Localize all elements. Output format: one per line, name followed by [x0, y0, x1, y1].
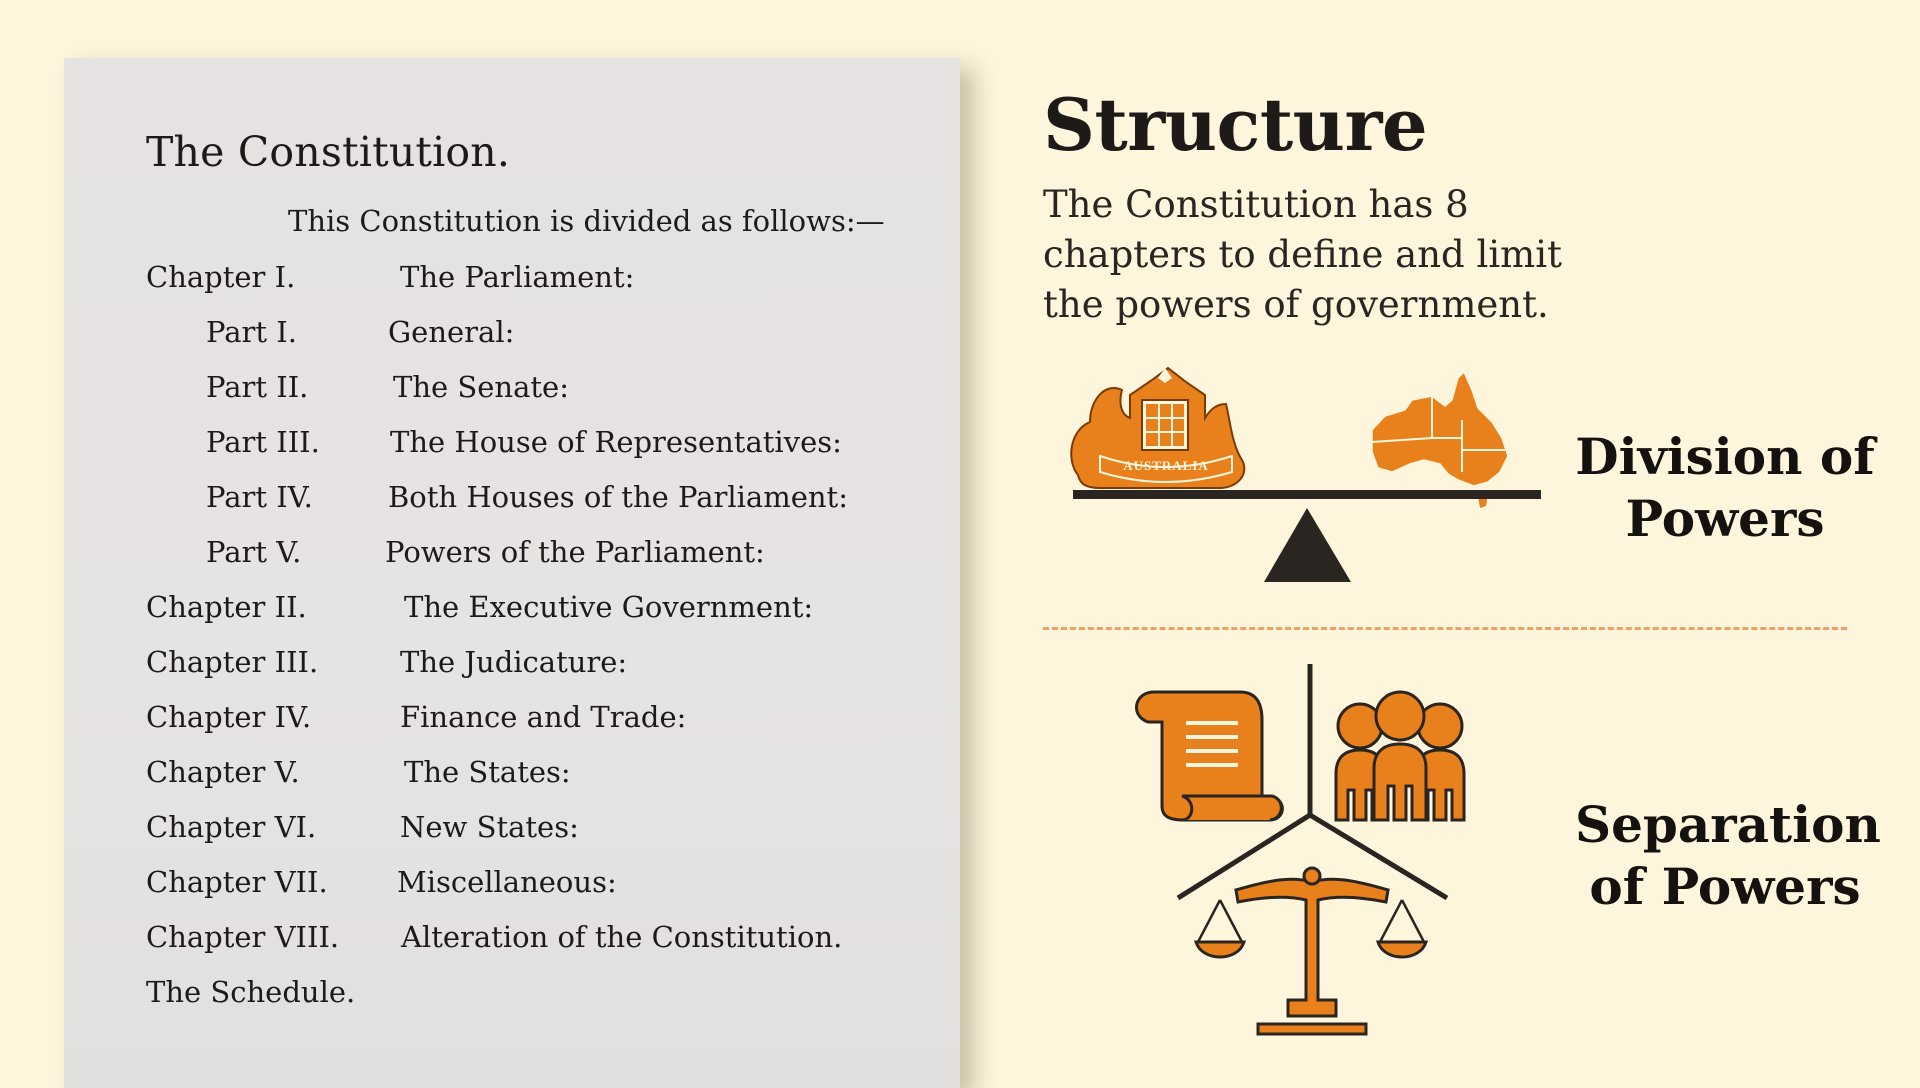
- toc-row: [64, 315, 944, 355]
- toc-heading: General:: [388, 315, 515, 349]
- document-title: The Constitution.: [146, 128, 511, 176]
- section-divider: [1043, 627, 1847, 630]
- toc-heading: The Executive Government:: [404, 590, 814, 624]
- toc-number: Part IV.: [206, 480, 313, 514]
- division-of-powers-illustration: [1060, 360, 1560, 585]
- toc-number: Part II.: [206, 370, 309, 404]
- crest-label: AUSTRALIA: [1123, 458, 1209, 473]
- toc-heading: The States:: [404, 755, 571, 789]
- toc-row: [64, 810, 944, 850]
- toc-number: Chapter VI.: [146, 810, 317, 844]
- toc-number: Part I.: [206, 315, 297, 349]
- toc-heading: Miscellaneous:: [397, 865, 617, 899]
- justice-scales-icon: [1196, 868, 1426, 1034]
- toc-number: Part V.: [206, 535, 302, 569]
- toc-number: Part III.: [206, 425, 320, 459]
- toc-heading: Powers of the Parliament:: [385, 535, 765, 569]
- toc-heading: Alteration of the Constitution.: [401, 920, 843, 954]
- division-of-powers-label: [1575, 426, 1875, 550]
- separation-of-powers-label: [1575, 794, 1881, 918]
- toc-heading: The House of Representatives:: [390, 425, 842, 459]
- toc-row: [64, 480, 944, 520]
- toc-heading: Both Houses of the Parliament:: [388, 480, 848, 514]
- separation-label-line1: Separation: [1575, 795, 1881, 854]
- australia-map-icon: [1372, 372, 1508, 508]
- toc-row: [64, 260, 944, 300]
- division-label-line2: Powers: [1625, 489, 1825, 548]
- document-intro: This Constitution is divided as follows:—: [288, 204, 885, 238]
- toc-row: [64, 700, 944, 740]
- toc-heading: The Judicature:: [400, 645, 628, 679]
- scroll-icon: [1137, 692, 1283, 820]
- toc-number: Chapter I.: [146, 260, 296, 294]
- toc-number: Chapter VIII.: [146, 920, 340, 954]
- structure-description: The Constitution has 8 chapters to define and limit the powers of government.: [1043, 183, 1562, 326]
- toc-row: [64, 755, 944, 795]
- structure-heading: Structure: [1043, 82, 1428, 167]
- toc-row: [64, 590, 944, 630]
- constitution-document: [64, 58, 960, 1088]
- toc-row: [64, 975, 944, 1015]
- toc-row: [64, 865, 944, 905]
- balance-beam-icon: [1073, 490, 1541, 499]
- toc-row: [64, 920, 944, 960]
- toc-number: Chapter V.: [146, 755, 300, 789]
- toc-heading: The Parliament:: [400, 260, 635, 294]
- toc-number: Chapter IV.: [146, 700, 312, 734]
- toc-row: [64, 645, 944, 685]
- toc-row: [64, 370, 944, 410]
- toc-number: Chapter III.: [146, 645, 319, 679]
- people-group-icon: [1336, 692, 1464, 820]
- toc-number: The Schedule.: [146, 975, 356, 1009]
- separation-label-line2: of Powers: [1589, 857, 1861, 916]
- coat-of-arms-icon: [1071, 368, 1244, 488]
- separation-of-powers-illustration: [1120, 660, 1520, 1040]
- toc-heading: Finance and Trade:: [400, 700, 687, 734]
- toc-row: [64, 535, 944, 575]
- toc-heading: The Senate:: [393, 370, 569, 404]
- toc-number: Chapter VII.: [146, 865, 328, 899]
- division-label-line1: Division of: [1575, 427, 1875, 486]
- toc-number: Chapter II.: [146, 590, 307, 624]
- toc-heading: New States:: [400, 810, 579, 844]
- toc-row: [64, 425, 944, 465]
- fulcrum-icon: [1264, 508, 1351, 582]
